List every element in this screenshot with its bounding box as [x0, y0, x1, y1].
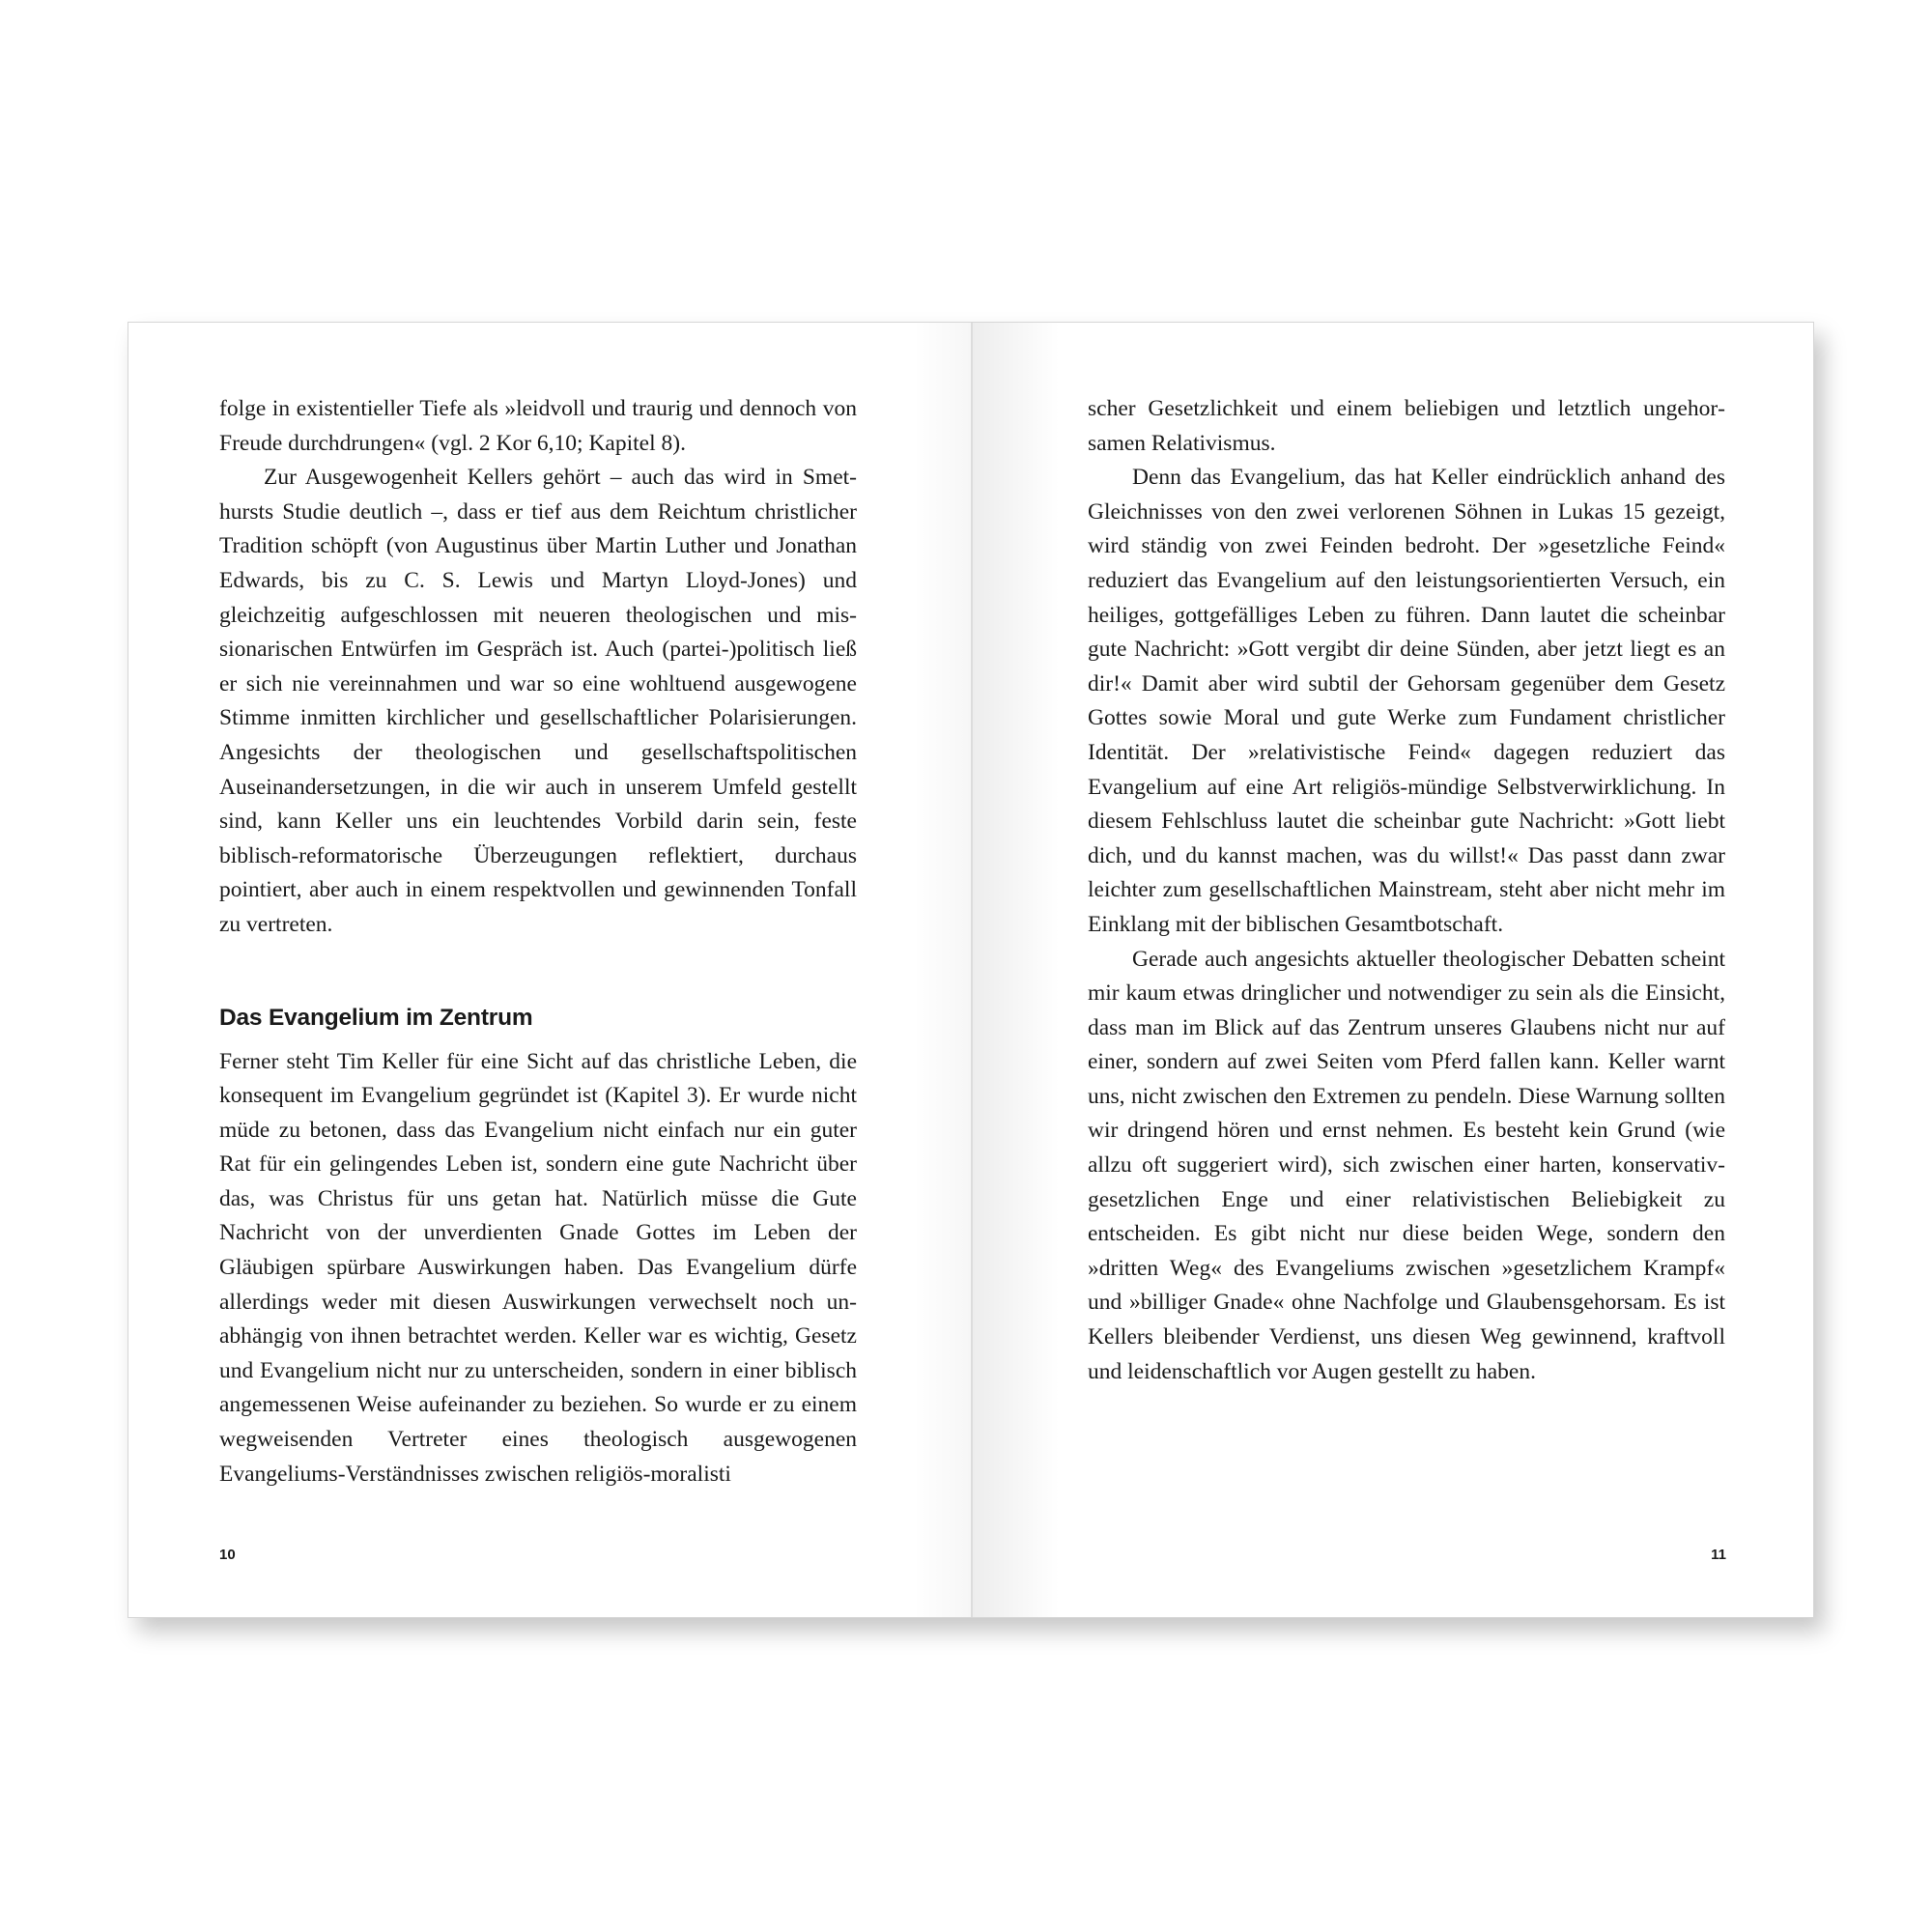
left-paragraph-1: folge in existentieller Tiefe als »leidvoll und traurig und dennoch von Freude durchdrungen« (vgl. 2 Kor 6,10; Kapitel 8). [219, 396, 857, 456]
book-spread [128, 322, 1814, 1618]
page-number-right: 11 [1711, 1547, 1726, 1563]
gutter-shadow-left [913, 323, 971, 1617]
right-paragraph-2: Denn das Evangelium, das hat Keller eindrücklich anhand des Gleichnisses von den zwei verlorenen Söhnen in Lukas 15 gezeigt, wird ständig von zwei Feinden bedroht. Der »gesetzliche Feind« reduziert das Evangelium auf den leistungsorientierten Versuch, ein heiliges, gottgefälliges Leben zu führen. Dann lautet die scheinbar gute Nachricht: »Gott vergibt dir deine Sünden, aber jetzt liegt es an dir!« Damit aber wird subtil der Gehorsam gegenüber dem Gesetz Gottes sowie Moral und gute Werke zum Fundament christlicher Identität. Der »relativistische Feind« dagegen reduziert das Evangelium auf eine Art religiös-mündige Selbstverwirklichung. In diesem Fehlschluss lautet die scheinbar gute Nachricht: »Gott liebt dich, und du kannst machen, was du willst!« Das passt dann zwar leichter zum gesellschaftlichen Mainstream, steht aber nicht mehr im Einklang mit der biblischen Gesamtbotschaft. [1088, 465, 1725, 937]
section-heading: Das Evangelium im Zentrum [219, 1004, 533, 1031]
left-page [219, 392, 857, 1492]
left-paragraph-2: Zur Ausgewogenheit Kellers gehört – auch das wird in Smethursts Studie deutlich –, dass er tief aus dem Reichtum christlicher Tradition schöpft (von Augustinus über Martin Luther und Jonathan Edwards, bis zu C. S. Lewis und Martyn Lloyd-Jones) und gleichzeitig aufgeschlossen mit neueren theologischen und missionarischen Entwürfen im Gespräch ist. Auch (partei-)politisch ließ er sich nie vereinnahmen und war so eine wohltuend ausgewogene Stimme inmitten kirchlicher und gesellschaftlicher Polarisierungen. Angesichts der theologischen und gesellschaftspolitischen Auseinandersetzungen, in die wir auch in unserem Umfeld gestellt sind, kann Keller uns ein leuchtendes Vorbild darin sein, feste biblisch-reformatorische Überzeugungen reflektiert, durchaus pointiert, aber auch in einem respektvollen und gewinnenden Tonfall zu vertreten. [219, 465, 857, 937]
left-section-paragraph: Ferner steht Tim Keller für eine Sicht auf das christliche Leben, die konsequent im Evangelium gegründet ist (Kapitel 3). Er wurde nicht müde zu betonen, dass das Evangelium nicht einfach nur ein guter Rat für ein gelingendes Leben ist, sondern eine gute Nachricht über das, was Christus für uns getan hat. Natürlich müsse die Gute Nachricht von der unverdienten Gnade Gottes im Leben der Gläubigen spürbare Auswirkungen haben. Das Evangelium dürfe allerdings weder mit diesen Auswirkungen verwechselt noch unabhängig von ihnen betrachtet werden. Keller war es wichtig, Gesetz und Evangelium nicht nur zu unterscheiden, sondern in einer biblisch angemessenen Weise aufeinander zu beziehen. So wurde er zu einem wegweisenden Vertreter eines theologisch ausgewogenen Evangeliums-Verständnisses zwischen religiös-moralisti [219, 1048, 857, 1487]
right-paragraph-1: scher Gesetzlichkeit und einem beliebigen und letztlich ungehorsamen Relativismus. [1088, 396, 1725, 456]
gutter-shadow-right [973, 323, 1060, 1617]
right-page [1088, 392, 1725, 1389]
right-paragraph-3: Gerade auch angesichts aktueller theologischer Debatten scheint mir kaum etwas dringlicher und notwendiger zu sein als die Einsicht, dass man im Blick auf das Zentrum unseres Glaubens nicht nur auf einer, sondern auf zwei Seiten vom Pferd fallen kann. Keller warnt uns, nicht zwischen den Extremen zu pendeln. Diese Warnung sollten wir dringend hören und ernst nehmen. Es besteht kein Grund (wie allzu oft suggeriert wird), sich zwischen einer harten, konservativ-gesetzlichen Enge und einer relativistischen Beliebigkeit zu entscheiden. Es gibt nicht nur diese beiden Wege, sondern den »dritten Weg« des Evangeliums zwischen »gesetzlichem Krampf« und »billiger Gnade« ohne Nachfolge und Glaubensgehorsam. Es ist Kellers bleibender Verdienst, uns diesen Weg gewinnend, kraftvoll und leidenschaftlich vor Augen gestellt zu haben. [1088, 946, 1725, 1384]
page-number-left: 10 [219, 1547, 236, 1563]
